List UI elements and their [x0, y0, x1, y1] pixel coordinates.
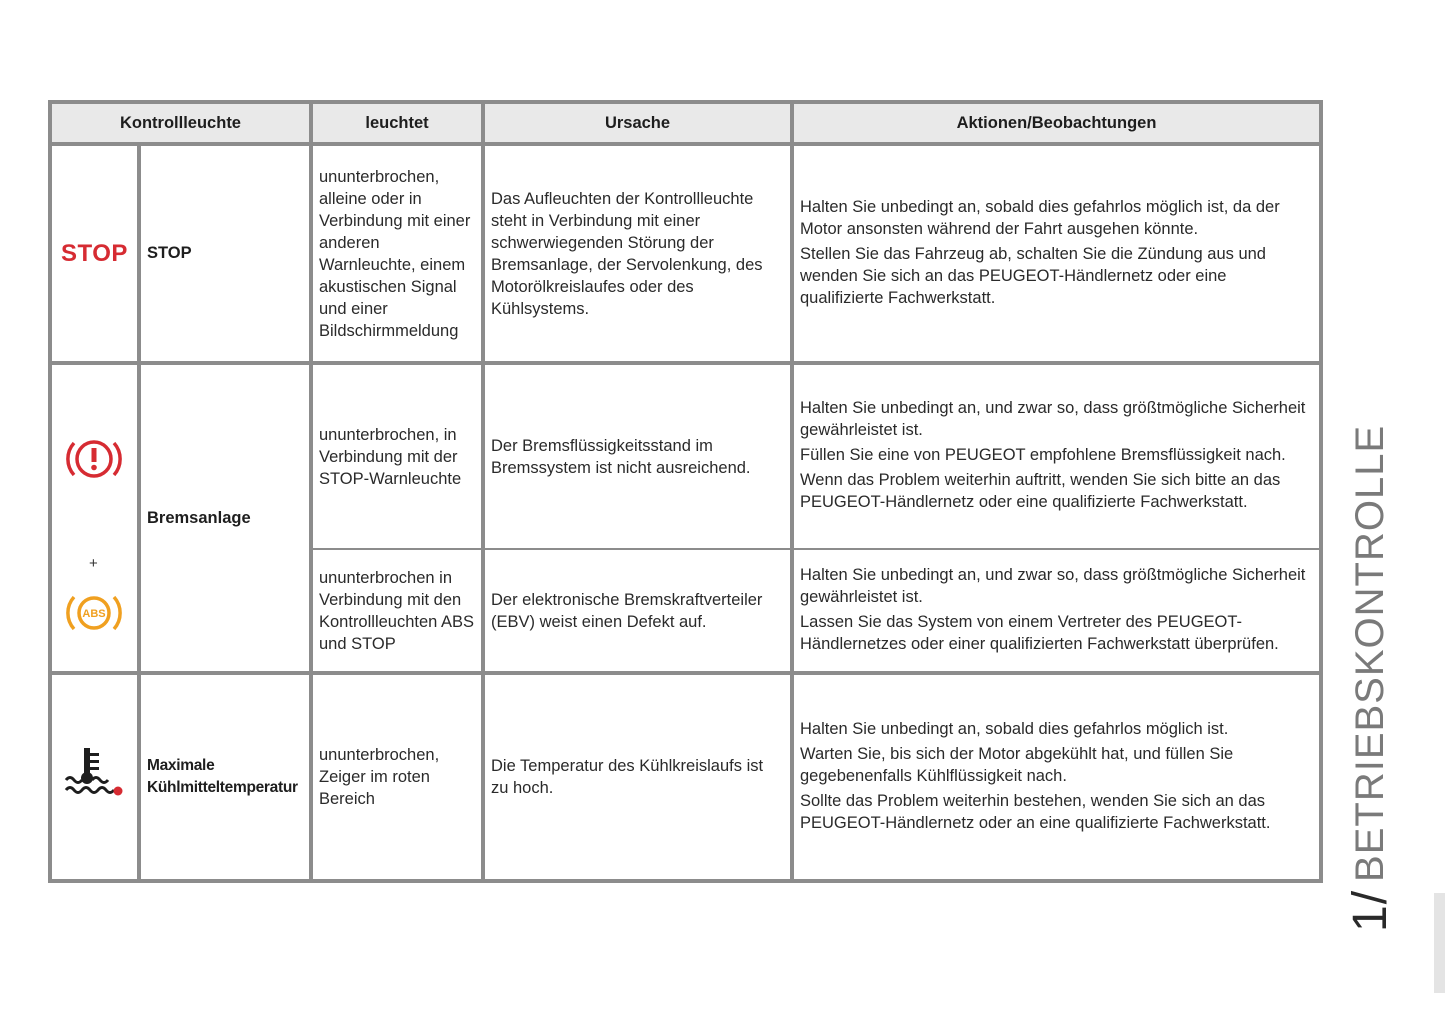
brems1-aktion-1: Halten Sie unbedingt an, und zwar so, dass größtmögliche Sicherheit gewährleistet ist. — [800, 399, 1306, 439]
thermometer-icon — [60, 742, 130, 812]
chapter-number: 1/ — [1343, 889, 1397, 932]
stop-ursache-text: Das Aufleuchten der Kontrollleuchte steht in Verbindung mit einer schwerwiegenden Störung der Bremsanlage, der Servolenkung, des Motorölkreislaufes oder des Kühlsystems. — [491, 189, 763, 318]
header-ursache: Ursache — [485, 104, 790, 142]
brems1-leuchtet-text: ununterbrochen, in Verbindung mit der STOP-Warnleuchte — [319, 425, 462, 488]
plus-sign: + — [89, 555, 98, 572]
warning-lights-table — [48, 100, 1323, 883]
brems2-aktionen — [794, 550, 1319, 671]
kuehl-aktion-3: Sollte das Problem weiterhin bestehen, wenden Sie sich an das PEUGEOT-Händlernetz oder an eine qualifizierte Fachwerkstatt. — [800, 791, 1271, 832]
chapter-name: BETRIEBSKONTROLLE — [1347, 424, 1392, 882]
kuehl-ursache — [485, 675, 790, 879]
stop-aktion-1: Halten Sie unbedingt an, sobald dies gefahrlos möglich ist, da der Motor ansonsten während der Fahrt ausgehen könnte. — [800, 197, 1280, 238]
coolant-temperature-icon — [52, 675, 137, 879]
brems1-ursache — [485, 365, 790, 548]
brems-label: Bremsanlage — [141, 365, 309, 671]
header-leuchtet: leuchtet — [313, 104, 481, 142]
kuehl-aktion-2: Warten Sie, bis sich der Motor abgekühlt hat, und füllen Sie gegebenenfalls Kühlflüssigkeit nach. — [800, 744, 1234, 785]
kuehl-label-line1: Maximale — [147, 757, 215, 774]
brems1-ursache-text: Der Bremsflüssigkeitsstand im Bremssystem ist nicht ausreichend. — [491, 436, 751, 477]
abs-icon-text: ABS — [82, 608, 106, 620]
brems1-aktion-3: Wenn das Problem weiterhin auftritt, wenden Sie sich bitte an das PEUGEOT-Händlernetz oder eine qualifizierte Fachwerkstatt. — [800, 471, 1281, 511]
stop-icon-text: STOP — [61, 239, 128, 267]
brems1-aktion-2: Füllen Sie eine von PEUGEOT empfohlene Bremsflüssigkeit nach. — [800, 446, 1286, 464]
header-kontrollleuchte: Kontrollleuchte — [52, 104, 309, 142]
brems2-aktion-2: Lassen Sie das System von einem Vertreter des PEUGEOT-Händlernetzes oder einer qualifizierten Fachwerkstatt überprüfen. — [800, 612, 1279, 653]
kuehl-label-line2: Kühlmitteltemperatur — [147, 779, 298, 796]
brems1-aktionen — [794, 365, 1319, 548]
page-edge-tab — [1434, 893, 1445, 993]
stop-icon — [52, 146, 137, 361]
kuehl-ursache-text: Die Temperatur des Kühlkreislaufs ist zu hoch. — [491, 757, 764, 797]
brems1-leuchtet — [313, 365, 481, 548]
brems2-leuchtet — [313, 550, 481, 671]
brems2-ursache-text: Der elektronische Bremskraftverteiler (EBV) weist einen Defekt auf. — [491, 590, 763, 631]
kuehl-aktionen — [794, 675, 1319, 879]
kuehl-aktion-1: Halten Sie unbedingt an, sobald dies gefahrlos möglich ist. — [800, 719, 1229, 738]
stop-leuchtet-text: ununterbrochen, alleine oder in Verbindung mit einer anderen Warnleuchte, einem akustischen Signal und einer Bildschirmmeldung — [319, 167, 471, 340]
kuehl-leuchtet-text: ununterbrochen, Zeiger im roten Bereich — [319, 746, 440, 808]
brems2-ursache — [485, 550, 790, 671]
stop-aktion-2: Stellen Sie das Fahrzeug ab, schalten Sie die Zündung aus und wenden Sie sich an das PEUGEOT-Händlernetz oder eine qualifizierte Fachwerkstatt. — [800, 244, 1266, 307]
chapter-title — [1340, 412, 1400, 932]
abs-icon — [52, 365, 137, 671]
stop-ursache — [485, 146, 790, 361]
brake-icons-cell — [52, 365, 137, 671]
brems2-aktion-1: Halten Sie unbedingt an, und zwar so, dass größtmögliche Sicherheit gewährleistet ist. — [800, 565, 1306, 606]
kuehl-label — [141, 675, 309, 879]
stop-label: STOP — [141, 146, 309, 361]
brems2-leuchtet-text: ununterbrochen in Verbindung mit den Kontrollleuchten ABS und STOP — [319, 568, 475, 653]
kuehl-leuchtet — [313, 675, 481, 879]
header-aktionen: Aktionen/Beobachtungen — [794, 104, 1319, 142]
stop-aktionen — [794, 146, 1319, 361]
stop-leuchtet — [313, 146, 481, 361]
